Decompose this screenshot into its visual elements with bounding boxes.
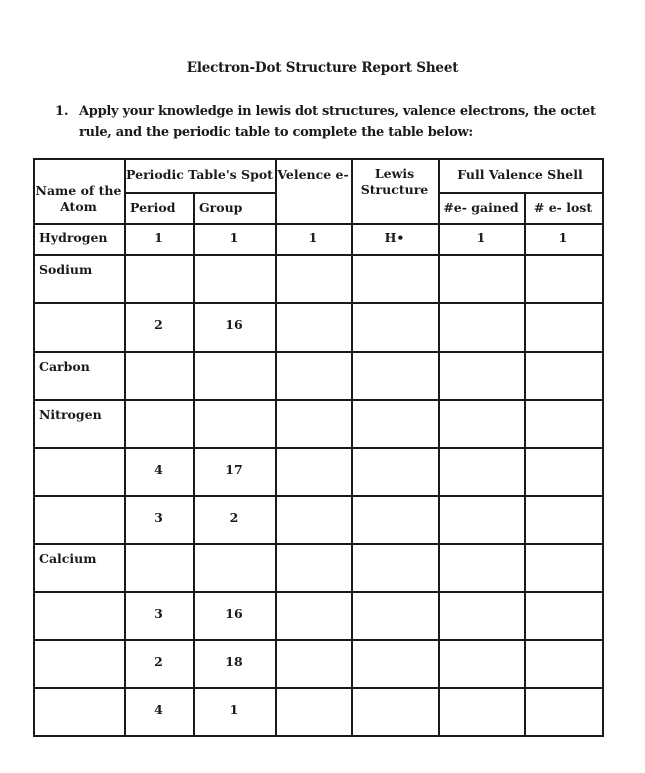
cell-period: 4 <box>154 702 163 717</box>
header-group: Group <box>199 200 243 215</box>
cell-period: 2 <box>154 654 163 669</box>
cell-name: Sodium <box>39 262 93 277</box>
cell-period: 1 <box>154 230 163 245</box>
header-periodic-spot: Periodic Table's Spot <box>126 167 273 182</box>
header-e-lost: # e- lost <box>533 200 593 215</box>
cell-gained: 1 <box>476 230 486 245</box>
cell-name: Calcium <box>39 551 97 566</box>
column-divider <box>602 158 604 737</box>
cell-group: 1 <box>229 230 239 245</box>
cell-name: Carbon <box>39 359 90 374</box>
header-lewis: Lewis Structure <box>360 166 429 197</box>
header-valence: Velence e- <box>277 167 349 182</box>
header-full-valence-shell: Full Valence Shell <box>457 167 583 182</box>
cell-lewis <box>351 687 438 750</box>
page-title: Electron-Dot Structure Report Sheet <box>186 60 459 76</box>
cell-period: 3 <box>154 606 163 621</box>
cell-group: 18 <box>225 654 243 669</box>
cell-period: 4 <box>154 462 163 477</box>
cell-valence: 1 <box>308 230 318 245</box>
cell-period: 2 <box>154 317 163 332</box>
cell-group: 1 <box>229 702 239 717</box>
instruction-text: Apply your knowledge in lewis dot structures, valence electrons, the octet rule, and the periodic table to complete the table below: <box>79 104 596 140</box>
cell-name <box>33 687 124 743</box>
cell-lewis: H• <box>384 230 405 245</box>
cell-period: 3 <box>154 510 163 525</box>
cell-gained <box>438 687 524 750</box>
cell-group: 16 <box>225 606 243 621</box>
cell-valence <box>275 687 351 750</box>
cell-lost <box>524 687 602 750</box>
cell-lost: 1 <box>558 230 568 245</box>
cell-group: 2 <box>229 510 239 525</box>
cell-group: 17 <box>225 462 243 477</box>
electron-dot-table <box>33 158 603 736</box>
header-period: Period <box>130 200 176 215</box>
cell-group: 16 <box>225 317 243 332</box>
cell-name: Nitrogen <box>39 407 102 422</box>
header-e-gained: #e- gained <box>443 200 519 215</box>
instruction-number: 1. <box>55 104 69 119</box>
cell-name: Hydrogen <box>39 230 108 245</box>
header-name-of-atom: Name of the Atom <box>35 182 122 214</box>
